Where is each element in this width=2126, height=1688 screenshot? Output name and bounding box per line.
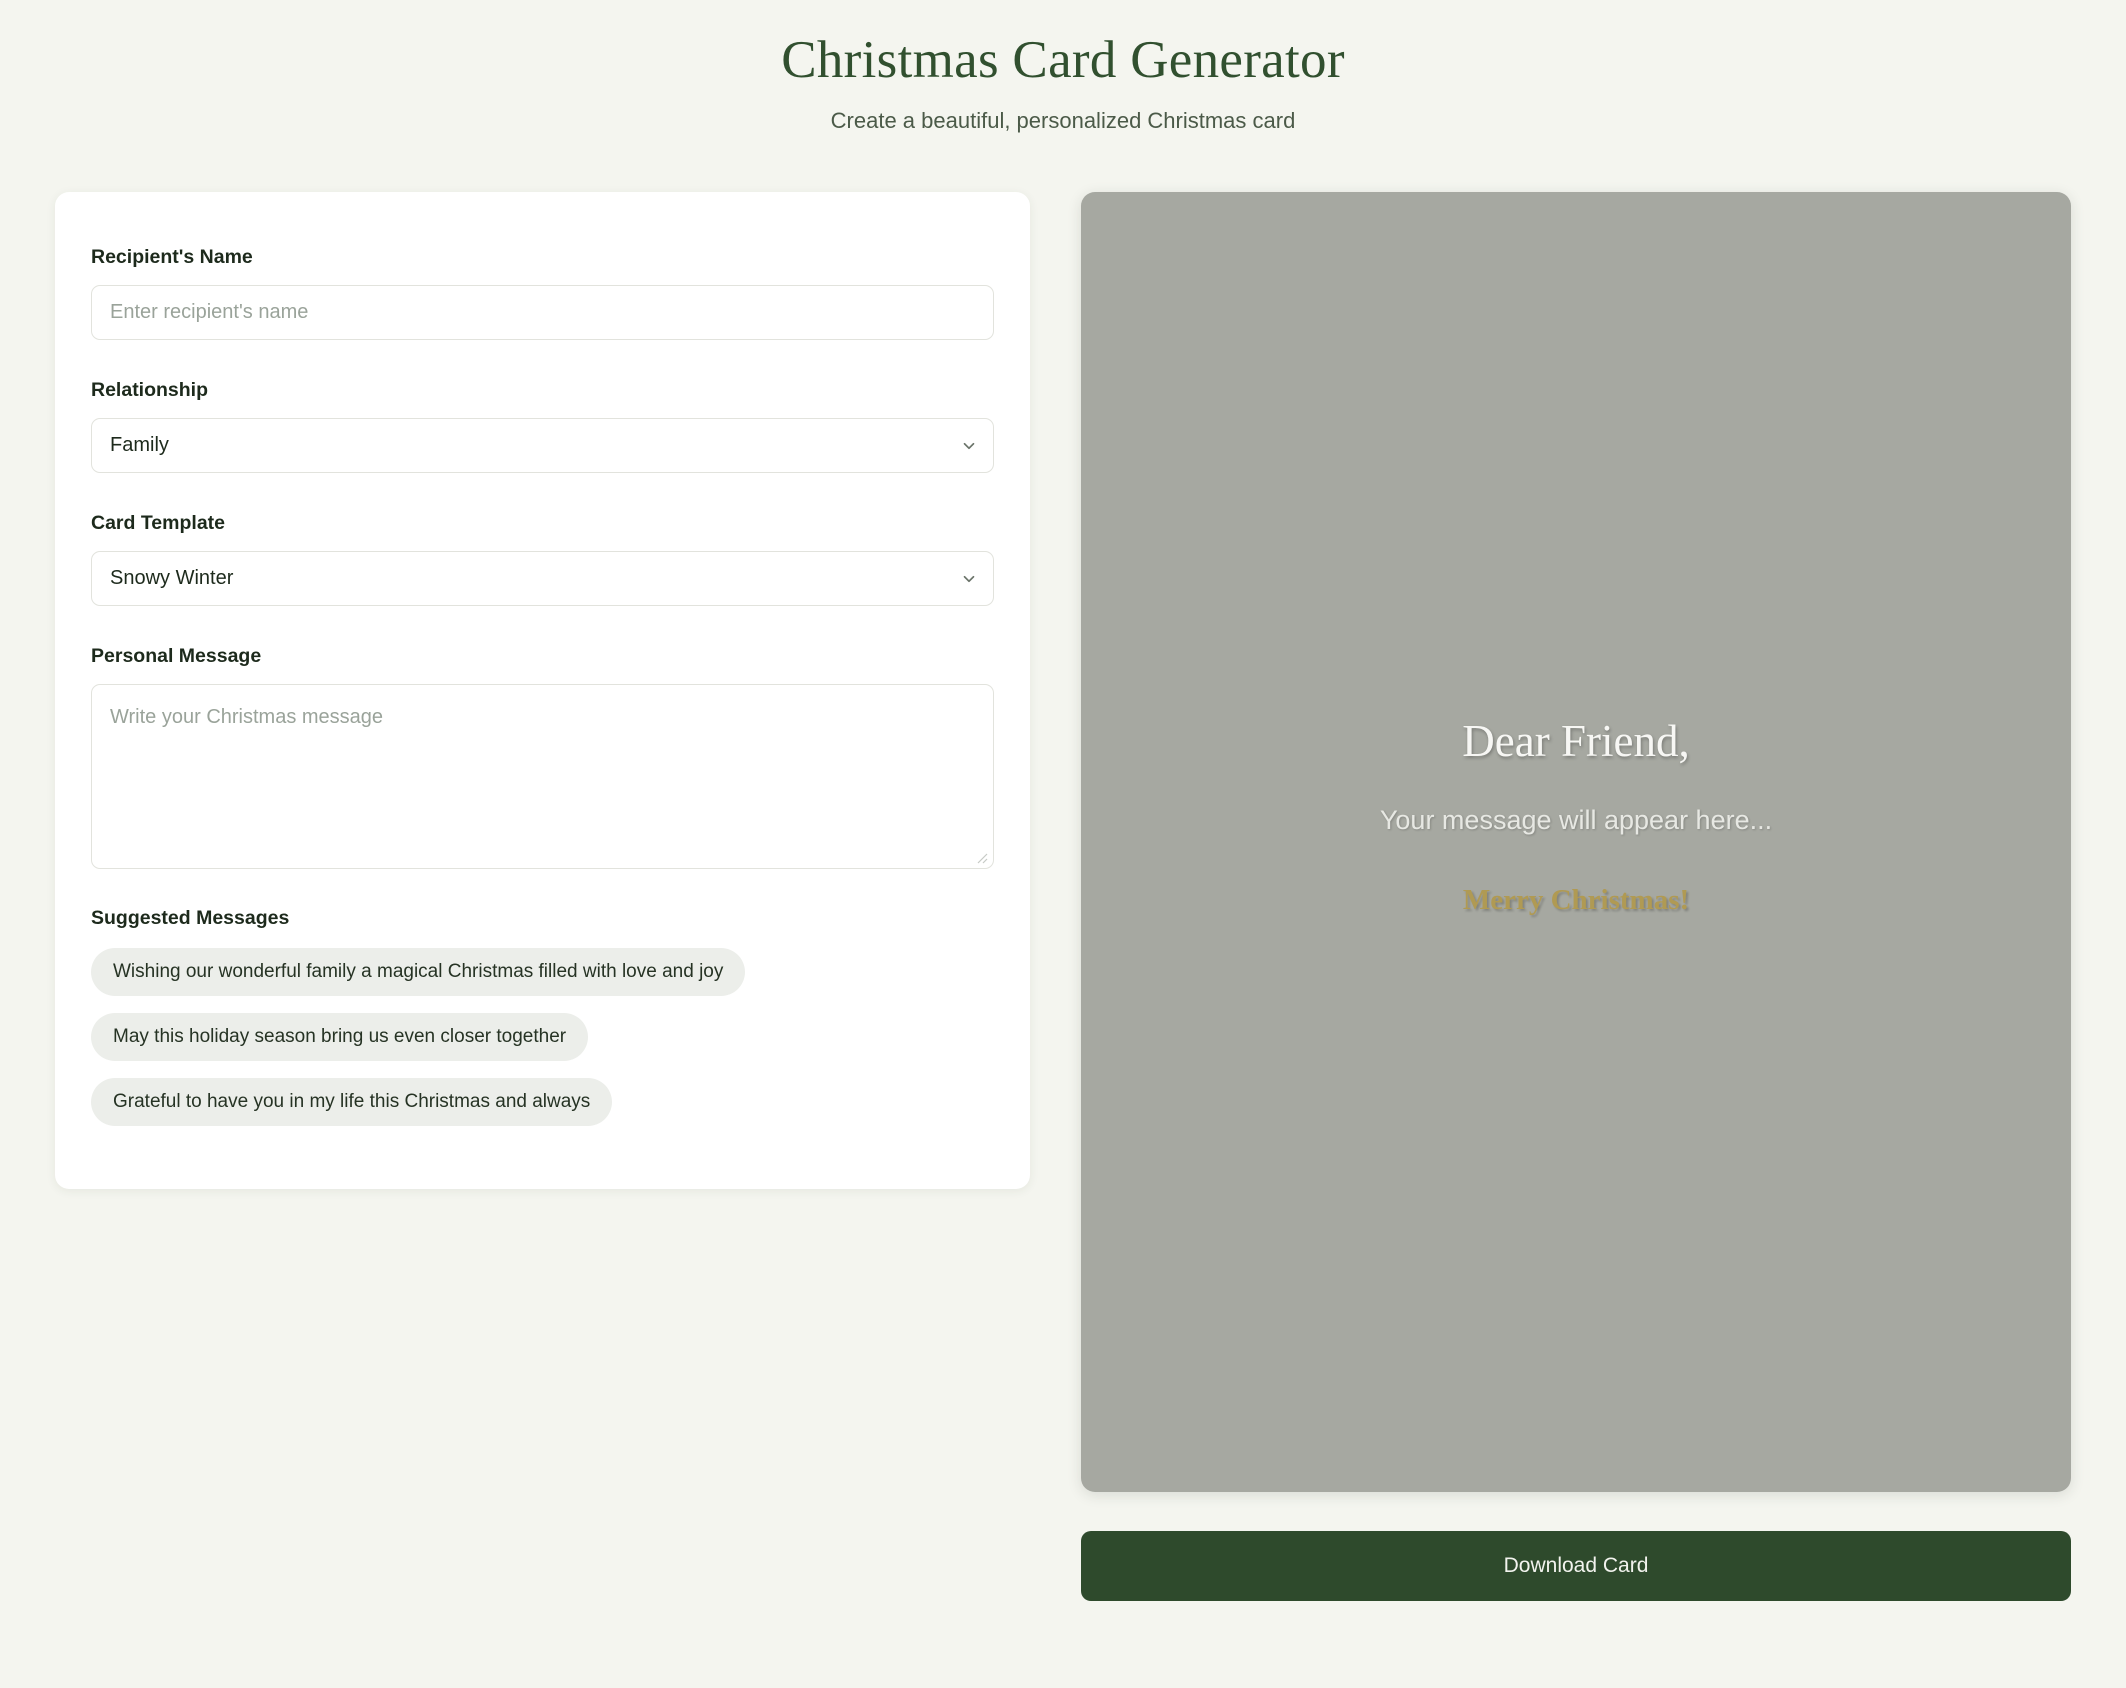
card-template-select-wrap	[91, 551, 994, 606]
template-field	[91, 512, 994, 606]
page-title: Christmas Card Generator	[781, 31, 1345, 89]
card-form-panel	[55, 192, 1030, 1189]
relationship-select-wrap	[91, 418, 994, 473]
suggested-message-row	[91, 1078, 994, 1143]
suggested-message-row	[91, 948, 994, 1013]
card-signoff-text: Merry Christmas!	[1462, 884, 1690, 916]
relationship-field	[91, 379, 994, 473]
suggested-messages-label: Suggested Messages	[91, 907, 290, 929]
recipient-name-label: Recipient's Name	[91, 246, 253, 268]
personal-message-input[interactable]	[91, 684, 994, 869]
card-template-select[interactable]: Snowy Winter	[91, 551, 994, 606]
personal-message-field	[91, 645, 994, 869]
card-preview	[1081, 192, 2071, 1492]
card-template-label: Card Template	[91, 512, 226, 534]
page-subtitle: Create a beautiful, personalized Christmas card	[830, 108, 1296, 133]
main-content	[55, 192, 2071, 1601]
download-card-button[interactable]: Download Card	[1081, 1531, 2071, 1601]
spacer	[91, 473, 994, 512]
personal-message-wrap	[91, 684, 994, 869]
card-preview-panel	[1081, 192, 2071, 1601]
recipient-name-input[interactable]	[91, 285, 994, 340]
relationship-select[interactable]: Family	[91, 418, 994, 473]
card-preview-content	[1081, 715, 2071, 917]
recipient-field	[91, 246, 994, 340]
personal-message-label: Personal Message	[91, 645, 262, 667]
suggested-message-chip[interactable]: Wishing our wonderful family a magical Christmas filled with love and joy	[91, 948, 745, 996]
card-message-text: Your message will appear here...	[1379, 805, 1773, 835]
suggested-message-row	[91, 1013, 994, 1078]
suggested-message-chip[interactable]: May this holiday season bring us even closer together	[91, 1013, 588, 1061]
relationship-label: Relationship	[91, 379, 209, 401]
spacer	[91, 340, 994, 379]
suggested-message-chip[interactable]: Grateful to have you in my life this Christmas and always	[91, 1078, 612, 1126]
page-header	[0, 0, 2126, 134]
card-greeting-text: Dear Friend,	[1462, 716, 1690, 766]
spacer	[91, 606, 994, 645]
